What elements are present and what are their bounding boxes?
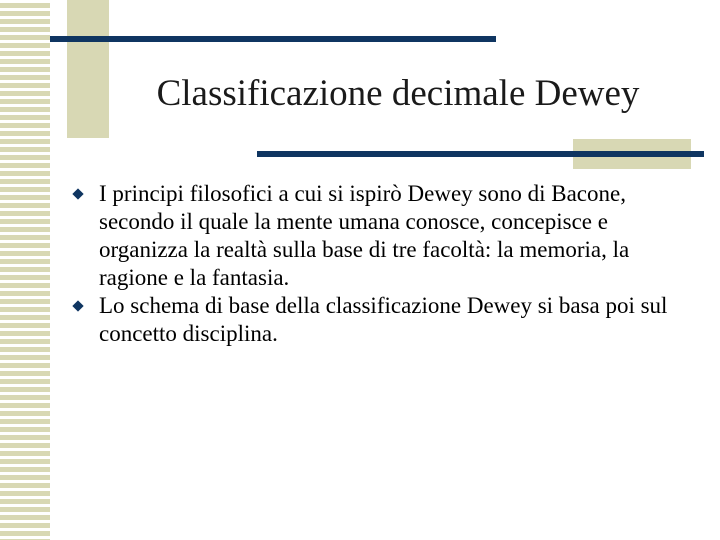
title-accent-block	[67, 0, 109, 138]
title-top-rule	[50, 36, 496, 42]
slide-title: Classificazione decimale Dewey	[156, 73, 640, 114]
left-stripe-decoration	[0, 0, 50, 540]
bullet-item	[66, 180, 676, 292]
bullet-list	[66, 180, 676, 348]
bullet-item	[66, 292, 676, 348]
bullet-text: Lo schema di base della classificazione Dewey si basa poi sul concetto disciplina.	[99, 293, 668, 346]
diamond-bullet-icon	[72, 188, 83, 199]
title-bottom-rule	[257, 151, 704, 157]
diamond-bullet-icon	[72, 300, 83, 311]
bullet-text: I principi filosofici a cui si ispirò Dewey sono di Bacone, secondo il quale la mente umana conosce, concepisce e organizza la realtà sulla base di tre facoltà: la memoria, la ragione e la fantasia.	[99, 181, 630, 290]
